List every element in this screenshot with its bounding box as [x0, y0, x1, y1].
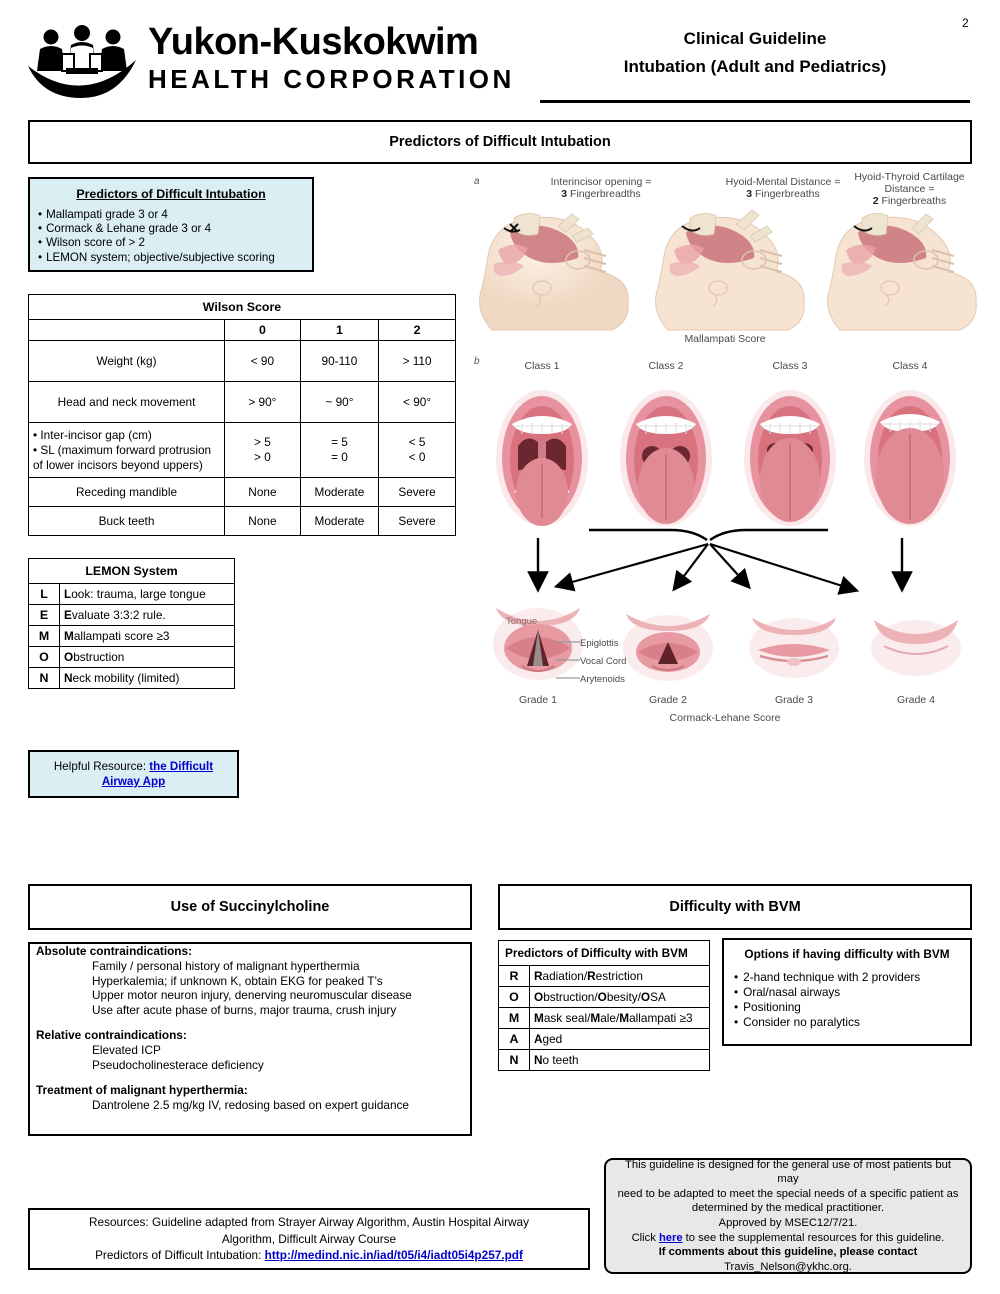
lemon-system-table	[28, 558, 235, 689]
airway-assessment-illustration	[470, 168, 980, 728]
organization-logo	[26, 20, 536, 106]
document-type: Clinical Guideline	[683, 29, 827, 48]
helpful-resource-text	[30, 759, 237, 789]
disclaimer-text	[606, 1158, 970, 1275]
wilson-row-label-multiline	[29, 423, 225, 478]
group-line: Dantrolene 2.5 mg/kg IV, redosing based on expert guidance	[92, 1098, 409, 1112]
group-line: Pseudocholinesterace deficiency	[92, 1057, 264, 1072]
list-item: • Oral/nasal airways	[734, 985, 970, 1000]
wilson-cell-line: < 5	[408, 435, 426, 449]
bvm-predictors-table	[498, 940, 710, 1071]
mallampati-mouth-class-1	[494, 380, 590, 530]
anatomy-label-tongue: Tongue	[506, 616, 538, 627]
bvm-options-list	[724, 970, 970, 1030]
cormack-grade-label-2: Grade 2	[649, 694, 687, 706]
spacer	[30, 1072, 470, 1083]
table-row	[499, 941, 710, 966]
helpful-resource-prefix: Helpful Resource:	[53, 760, 150, 773]
head-profile-illustration-3	[828, 198, 978, 333]
helpful-resource-box	[28, 750, 239, 798]
bvm-key: R	[499, 966, 530, 987]
list-item: • Consider no paralytics	[734, 1015, 970, 1030]
table-row	[29, 584, 235, 605]
head-profile-illustration-1	[480, 198, 630, 333]
wilson-cell: ~ 90°	[300, 382, 378, 423]
wilson-cell: None	[225, 478, 301, 507]
succinylcholine-group	[30, 1083, 470, 1113]
mallampati-class-label-4: Class 4	[892, 360, 928, 372]
group-line: Hyperkalemia; if unknown K, obtain EKG for peaked T’s	[92, 973, 383, 988]
mallampati-mouth-class-2	[618, 380, 714, 530]
resources-line3-prefix: Predictors of Difficult Intubation:	[95, 1248, 265, 1263]
disclaimer-click-prefix: Click	[631, 1231, 659, 1244]
disclaimer-contact-email: Travis_Nelson@ykhc.org.	[724, 1260, 852, 1273]
cormack-lehane-score-caption: Cormack-Lehane Score	[669, 712, 781, 724]
measurement-value: 3	[746, 188, 753, 200]
ykhc-logo-icon	[26, 24, 138, 100]
lemon-value-rest: allampati score ≥3	[73, 629, 170, 643]
bvm-value: Aged	[530, 1029, 710, 1050]
table-row	[499, 1008, 710, 1029]
cormack-lehane-view-grade-3	[748, 616, 840, 694]
table-row	[29, 320, 456, 341]
mallampati-mouth-class-4	[862, 380, 958, 530]
table-row	[29, 382, 456, 423]
bvm-value-m1: adiation/	[542, 969, 588, 983]
wilson-corner-cell	[29, 320, 225, 341]
section-banner-succinylcholine	[28, 884, 472, 930]
lemon-value-initial: E	[64, 608, 72, 622]
org-name-line1: Yukon-Kuskokwim	[148, 21, 479, 63]
measurement-line1b: Distance =	[884, 183, 935, 195]
wilson-cell: < 90	[225, 341, 301, 382]
mallampati-class-label-3: Class 3	[772, 360, 808, 372]
lemon-value-rest: ook: trauma, large tongue	[71, 587, 206, 601]
lemon-value	[60, 668, 235, 689]
lemon-key: M	[29, 626, 60, 647]
group-line: Use after acute phase of burns, major trauma, crush injury	[92, 1002, 397, 1017]
disclaimer-line1: This guideline is designed for the general use of most patients but may	[625, 1158, 951, 1186]
table-row	[499, 966, 710, 987]
group-heading: Relative contraindications:	[36, 1028, 187, 1042]
anatomy-label-vocal-cord: Vocal Cord	[580, 656, 627, 667]
document-heading	[540, 26, 970, 82]
list-item: • Wilson score of > 2	[38, 236, 312, 250]
page-number: 2	[962, 16, 969, 30]
wilson-cell: > 90°	[225, 382, 301, 423]
wilson-cell: < 90°	[379, 382, 456, 423]
wilson-row-label: Buck teeth	[29, 507, 225, 536]
wilson-cell-multiline	[300, 423, 378, 478]
table-row	[29, 507, 456, 536]
mallampati-mouth-class-3	[742, 380, 838, 530]
section-banner-bvm-label: Difficulty with BVM	[669, 899, 801, 915]
measurement-line1: Interincisor opening =	[550, 176, 652, 188]
cormack-grade-label-4: Grade 4	[897, 694, 935, 706]
wilson-row-label: Weight (kg)	[29, 341, 225, 382]
head-profile-illustration-2	[656, 198, 806, 333]
measurement-value: 2	[872, 195, 879, 207]
lemon-value	[60, 647, 235, 668]
wilson-label-line: • SL (maximum forward protrusion	[33, 442, 212, 457]
measurement-value: 3	[561, 188, 568, 200]
wilson-cell: 90-110	[300, 341, 378, 382]
bvm-key: M	[499, 1008, 530, 1029]
cormack-lehane-view-grade-4	[870, 618, 962, 696]
resources-line1: Resources: Guideline adapted from Strayer Airway Algorithm, Austin Hospital Airway	[89, 1215, 529, 1230]
lemon-value-rest: bstruction	[73, 650, 125, 664]
wilson-cell-line: = 0	[331, 450, 348, 464]
wilson-row-label: Receding mandible	[29, 478, 225, 507]
wilson-cell-line: < 0	[408, 450, 426, 464]
lemon-key: E	[29, 605, 60, 626]
anatomy-label-arytenoids: Arytenoids	[580, 674, 625, 685]
column-header-score-1: 1	[300, 320, 378, 341]
bvm-value: Mask seal/Male/Mallampati ≥3	[530, 1008, 710, 1029]
wilson-cell: Severe	[379, 507, 456, 536]
bvm-value	[530, 966, 710, 987]
bvm-table-title: Predictors of Difficulty with BVM	[499, 941, 710, 966]
wilson-label-line: • Inter-incisor gap (cm)	[33, 427, 152, 442]
group-heading: Treatment of malignant hyperthermia:	[36, 1083, 248, 1097]
measurement-caption-interincisor	[506, 176, 696, 200]
lemon-value-rest: eck mobility (limited)	[72, 671, 180, 685]
disclaimer-contact-line1: If comments about this guideline, please contact	[658, 1246, 918, 1259]
table-row	[29, 478, 456, 507]
bvm-value: No teeth	[530, 1050, 710, 1071]
bvm-key: O	[499, 987, 530, 1008]
header-divider	[540, 100, 970, 103]
column-header-score-0: 0	[225, 320, 301, 341]
org-name-line2: HEALTH CORPORATION	[148, 64, 515, 94]
section-banner-bvm	[498, 884, 972, 930]
wilson-cell-multiline	[379, 423, 456, 478]
lemon-value-initial: M	[64, 629, 74, 643]
lemon-value	[60, 626, 235, 647]
mallampati-class-label-2: Class 2	[648, 360, 684, 372]
wilson-cell-multiline	[225, 423, 301, 478]
disclaimer-line2: need to be adapted to meet the special needs of a specific patient as	[617, 1187, 959, 1200]
resources-line2: Algorithm, Difficult Airway Course	[221, 1231, 397, 1246]
wilson-cell: > 110	[379, 341, 456, 382]
disclaimer-box	[604, 1158, 972, 1274]
table-row	[29, 559, 235, 584]
lemon-key: N	[29, 668, 60, 689]
bvm-value: Obstruction/Obesity/OSA	[530, 987, 710, 1008]
measurement-unit: Fingerbreadths	[567, 188, 641, 200]
measurement-line1: Hyoid-Mental Distance =	[725, 176, 841, 188]
predictors-list	[30, 208, 312, 265]
table-row	[29, 605, 235, 626]
mallampati-score-caption: Mallampati Score	[684, 333, 766, 345]
lemon-value	[60, 605, 235, 626]
spacer	[30, 1017, 470, 1028]
figure-panel-b-label: b	[474, 356, 480, 367]
lemon-value-initial: O	[64, 650, 74, 664]
bvm-value-b1: R	[534, 969, 543, 983]
wilson-table-title: Wilson Score	[29, 295, 456, 320]
anatomy-label-epiglottis: Epiglottis	[580, 638, 619, 649]
section-banner-succinylcholine-label: Use of Succinylcholine	[170, 899, 330, 915]
group-line: Family / personal history of malignant hyperthermia	[92, 959, 360, 973]
predictors-reference-link[interactable]: http://medind.nic.in/iad/t05/i4/iadt05i4p257.pdf	[264, 1248, 523, 1263]
bvm-options-box	[722, 938, 972, 1046]
table-row	[29, 423, 456, 478]
lemon-key: O	[29, 647, 60, 668]
measurement-unit: Fingerbreaths	[752, 188, 820, 200]
wilson-cell: Moderate	[300, 478, 378, 507]
wilson-cell: Moderate	[300, 507, 378, 536]
table-row	[29, 295, 456, 320]
wilson-cell: None	[225, 507, 301, 536]
section-banner-predictors	[28, 120, 972, 164]
page-header	[0, 0, 1000, 112]
section-banner-predictors-label: Predictors of Difficult Intubation	[389, 134, 611, 150]
document-title: Intubation (Adult and Pediatrics)	[623, 57, 887, 76]
bvm-options-title: Options if having difficulty with BVM	[744, 947, 950, 961]
lemon-value	[60, 584, 235, 605]
figure-panel-a-label: a	[474, 176, 480, 187]
table-row	[29, 341, 456, 382]
supplemental-resources-link[interactable]: here	[658, 1231, 683, 1244]
column-header-score-2: 2	[379, 320, 456, 341]
list-item: • Mallampati grade 3 or 4	[38, 208, 312, 222]
table-row	[29, 626, 235, 647]
group-line: Elevated ICP	[92, 1043, 161, 1057]
table-row	[29, 647, 235, 668]
measurement-unit: Fingerbreaths	[878, 195, 947, 207]
succinylcholine-group	[30, 944, 470, 1017]
list-item: • Cormack & Lehane grade 3 or 4	[38, 222, 312, 236]
wilson-cell-line: > 0	[254, 450, 271, 464]
mallampati-to-cormack-arrows	[470, 536, 980, 596]
list-item: • LEMON system; objective/subjective scoring	[38, 251, 312, 265]
disclaimer-line3: determined by the medical practitioner.	[691, 1202, 885, 1215]
succinylcholine-content-box	[28, 942, 472, 1136]
group-line: Upper motor neuron injury, denerving neuromuscular disease	[92, 988, 412, 1002]
bvm-value-b2: R	[587, 969, 596, 983]
mallampati-class-label-1: Class 1	[524, 360, 560, 372]
measurement-line1: Hyoid-Thyroid Cartilage	[854, 171, 965, 183]
lemon-table-title: LEMON System	[29, 559, 235, 584]
table-row	[29, 668, 235, 689]
wilson-label-line: of lower incisors beyond uppers)	[33, 457, 203, 472]
organization-name	[148, 20, 515, 94]
table-row	[499, 987, 710, 1008]
wilson-cell-line: = 5	[331, 435, 348, 449]
resources-footer-box	[28, 1208, 590, 1270]
predictors-info-box	[28, 177, 314, 272]
disclaimer-approval: Approved by MSEC12/7/21.	[718, 1217, 858, 1229]
table-row	[499, 1050, 710, 1071]
predictors-info-title: Predictors of Difficult Intubation	[76, 187, 266, 201]
wilson-cell-line: > 5	[254, 435, 271, 449]
lemon-value-initial: N	[64, 671, 73, 685]
group-heading: Absolute contraindications:	[36, 944, 192, 958]
cormack-grade-label-3: Grade 3	[775, 694, 813, 706]
difficult-airway-app-link[interactable]: the Difficult Airway App	[101, 760, 214, 788]
cormack-grade-label-1: Grade 1	[519, 694, 557, 706]
anatomy-leader-lines	[554, 634, 588, 686]
disclaimer-click-suffix: to see the supplemental resources for this guideline.	[682, 1231, 945, 1244]
bvm-value-rest: estriction	[595, 969, 643, 983]
wilson-cell: Severe	[379, 478, 456, 507]
lemon-value-rest: valuate 3:3:2 rule.	[71, 608, 166, 622]
bvm-key: A	[499, 1029, 530, 1050]
resources-footer-text	[83, 1214, 535, 1264]
lemon-key: L	[29, 584, 60, 605]
list-item: • Positioning	[734, 1000, 970, 1015]
table-row	[499, 1029, 710, 1050]
lemon-value-initial: L	[64, 587, 72, 601]
succinylcholine-group	[30, 1028, 470, 1072]
wilson-row-label: Head and neck movement	[29, 382, 225, 423]
wilson-score-table	[28, 294, 456, 536]
list-item: • 2-hand technique with 2 providers	[734, 970, 970, 985]
bvm-key: N	[499, 1050, 530, 1071]
